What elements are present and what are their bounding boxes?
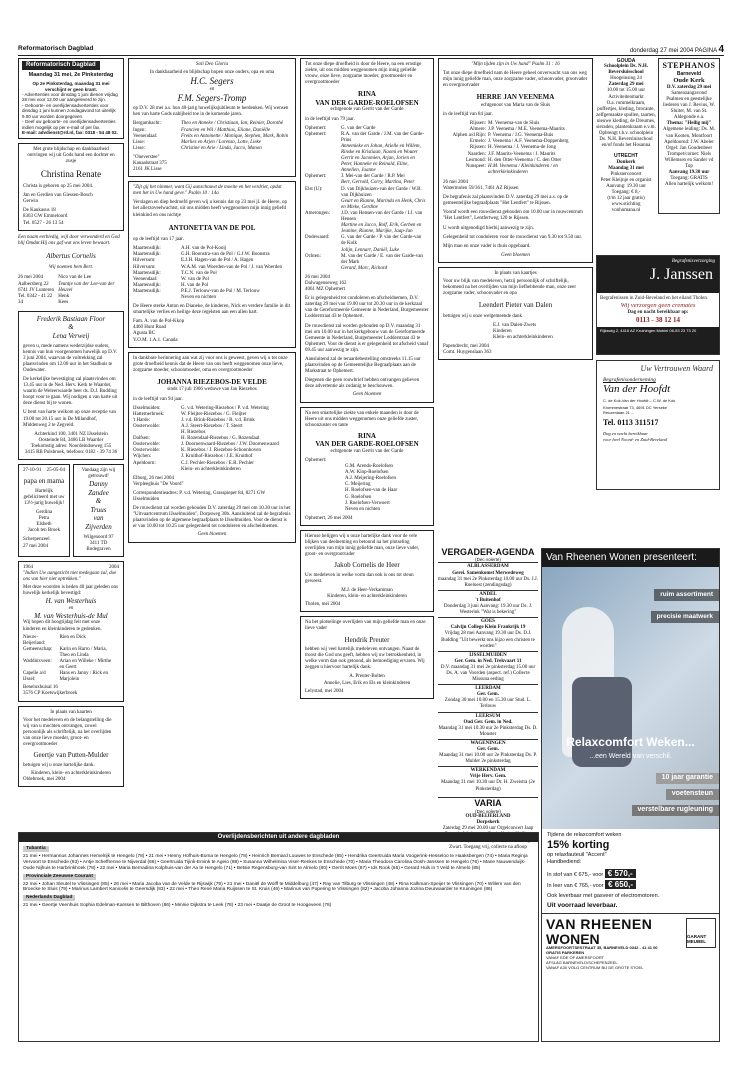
kin-names: Martine en Jacco, Rolf, Erik, Gerben en Jeanine, Rianne, Marijke, Jaap-Jan bbox=[341, 223, 422, 235]
kin-names: Gerrit en Jacomien, Arjan, Jorien en Peter, Hanneke en Reinald, Eline, Annelien, Joanne bbox=[341, 156, 415, 174]
kin-place: Ochten: bbox=[305, 253, 321, 259]
kin-place bbox=[305, 144, 341, 156]
column-3 bbox=[300, 58, 434, 830]
vergader-agenda: VERGADER-AGENDA (Dec volerte) ALBLASSERDAM Gerei. Samenkomst Merwedeweg maandag 31 mei 2e Pinksterdag 10.00 uur Ds. J.J. Roeloest (zendingsdag) ANDEL 't Buitenhof Donderdag 3 juni Aanvang: 19.30 uur Ds. J. Westerink "Wat is bekering" GOES Calvijn College Klein Frankrijk 19 Vrijdag 28 mei Aanvang 19.30 uur Ds. D.J. Budding "Uit bewerkt ons hijzo een christen te worden" IJSSELMUIDEN Ger. Gem. in Ned. Trekvaart 11 D.V. maandag 31 mei 2e pinksterdag 15.00 uur Ds. A. van Voorden (aspect. ref.) Collecte Missuna eeding LEERDAM Ger. Gem. Zondag 30 mei 10.00 en 15.30 uur Stud. L. Terlouw LEERSUM Oud Ger. Gem. in Ned. Maandag 31 mei 10.30 uur 2e Pinksterdag Ds. D. Monster WAGENINGEN Ger. Gem. Maandag 31 mei 10.00 uur 2e Pinksterdag Ds. P. Mulder 2e pinksterdag WERKENDAM Vrije Herv. Gem. Maandag 31 mei 10.30 uur Dr. H. Zweistra (2e Pinksterdag) VARIA (Dec volerte) OUD-BEIJERLAND Dorpskerk Zaterdag 29 mei 20.00 uur Orgelconcert Jaap Zwart. Toegang vrij, collecte na afloop bbox=[438, 547, 538, 850]
gouda-event: GOUDA Schoolplein Ds. N.H. Beversluisschool Hoogeinsing 24 Zaterdag 29 mei 10.00 tot 15.00 uur Activiteitenmarkt O.a. rommelkraam, poffertjes, kleding, brocante, zelfgemaakte spullen, taarten, nieuwe kleding, de Dreumes, sieraden, plantenkraam e.v.m. Opbrengt t.b.v. schoolplein Ds. N.H. Beversluisschool en/of fonds het Hosanna UTRECHT Donkerk Maandag 31 mei Pinksterconcert Peter Kleijnje en organist Aanvang: 19.30 uur Toegang: € 8,- (t/m 12 jaar gratis) www.stichting vonhumana.nl bbox=[596, 58, 656, 214]
page-header bbox=[18, 44, 724, 56]
kin-place: Ophemert: bbox=[305, 125, 327, 131]
agenda-item: LEERSUM Oud Ger. Gem. in Ned. Maandag 31 mei 10.30 uur 2e Pinksterdag Ds. D. Monster bbox=[438, 712, 538, 739]
agenda-item: LEERDAM Ger. Gem. Zondag 30 mei 10.00 en 15.30 uur Stud. L. Terlouw bbox=[438, 684, 538, 711]
birth-albertus: Een naam eerbiedig, wijl door verwonderd en God blij Omdat Hij ons gaf wat ons leven bewaart. Albertus Cornelis Wij noemen hem Bert. 26 mei 2004 Aalbersberg 22 6741 JV Lunteren Tel. 0342 - 41 22 34 Nico van de Lee Teuntje van der Lee-van der Heuvel Henk Kees bbox=[18, 234, 120, 305]
kin-names: Bert, Gerrold, Corry, Martina, Peter bbox=[341, 180, 415, 186]
column-4 bbox=[438, 58, 593, 548]
stephanos-logo: STEPHANOS bbox=[662, 61, 716, 70]
kin-place bbox=[305, 199, 341, 211]
thanks-geertje: In plaats van kaarten Voor het medeleven en de belangstelling die wij van u mochten ontvangen, zowel persoonlijk als schriftelijk, na het overlijden van onze lieve moeder, groot- en overgrootmoeder Geertje van Putten-Mulder betuigen wij u onze hartelijke dank. Kinderen, klein- en achterkleinkinderen Oldebroek, mei 2004 bbox=[18, 706, 124, 787]
death-antonetta: "Zijt gij het nimmer, want Gij aanschouwt de moeite en het verdriet, opdat men het in Uw hand geve." Psalm 10 : 14a Verslagen en diep bedroefd geven wij u kennis dat op 23 mei jl. de Heere, op het allerzoveelwachtst, uit ons midden heeft weggenomen mijn innig geliefd kleinkind en ons nichtje ANTONETTA VAN DE POL op de leeftijd van 17 jaar. Maartensdijk: A.H. van de Pol-Kooij Maartensdijk: G.H. Boonstra-van de Pol / G.J.W. Boonstra Hilversum: E.J.H. Hagen-van de Pol / A. Hagen Hilversum: W.A.M. van Woerden-van de Pol / J. van Woerden Maartensdijk: T.C.N. van de Pol Veenendaal: W. van de Pol Maartensdijk: H. van de Pol Maartensdijk: P.E.J. Terlouw-van de Pol / M. Terlouw Neven en nichten De Heere sterke Anton en Dianeke, de kinderen, Nick en verdere familie in dit smartelijke verlies en heilige deze regelsten aan een allen hart. Fam. A. van de Pol-Kkop 4460 Hunt Road Agusta BC Y.O.M. 1.A.1. Canada bbox=[128, 181, 296, 348]
death-johanna: In dankbare herinnering aan wat zij voor ons is geweest, geven wij u tot onze grote droefheid kennis dat de Heere van ons heeft weggenomen onze lieve, zorgzame moeder, schoonmoeder, oma en overgrootmoeder JOHANNA RIEZEBOS-DE VELDE sinds 17 juli 1966 weduwe van Jan Riezebos in de leeftijd van 94 jaar. IJsselmuiden: G. v.d. Wetering-Riezebos / P. v.d. Wetering Hattemerbroek: W. Fleijter-Riezebos / G. Fleijter 't Harde: J. v.d. Brink-Riezebos / R. v.d. Brink Oosterwolde: A.J. Steert-Riezebos / T. Steert H. Riezebos Dalfsen: H. Rozendaal-Riezebos / G. Rozendaal Oosterwolde: J. Doornenwaard-Riezebos / J.W. Doornenwaard Oosterwolde: K. Riezebos / J. Riezebos-Schoonhoven Wijchen: J. Kruithof-Riezebos / J.E. Kruithof Apeldoorn: C.J. Pechler-Riezebos / E.R. Pechler Klein- en achterkleinkinderen Elburg, 26 mei 2004 Verpleeghuis "De Voord" Correspondentieadres: P. v.d. Wetering, Grasspieper 84, 8271 GW IJsselmuiden De rouwdienst zal worden gehouden D.V. zaterdag 29 mei om 10.30 uur in het "Uitvaartcentrum IJsselmuiden", Dorpsweg 30b. Aansluitend zal de begrafenis plaatsvinden op de algemene begraafplaats te IJsselmuiden. Voor de dienst is er van 10.00 tot 10.25 uur gelegenheid tot condoleren en afscheidnemen. Geen bloemen bbox=[128, 352, 296, 543]
kin-place bbox=[305, 266, 341, 272]
wedding-danny-truus: Vandaag zijn wij getrouwd! Danny Zandee & Truus van Zijverden Wilgenoord 97 3411 TD Bodegraven bbox=[73, 464, 124, 557]
kin-names: Gerard, Marc, Richard bbox=[341, 265, 388, 271]
birth-christina: Met grote blijdschap en dankbaarheid ontvingen wij uit Gods hand een dochter en zusje Christina Renate Christa is geboren op 25 mei 2004. Jan en Gerdien van Giessen-Bosch Gerwin De Kaukasus 18 8303 GW Emmeloord Tel. 0527 - 26 13 54 bbox=[18, 143, 124, 231]
kin-place: Dodewaard: bbox=[305, 235, 330, 241]
anniv-segers: Soli Deo Gloria In dankbaarheid en blijdschap hopen onze ouders, opa en oma H.C. Segers en F.M. Segers-Tromp op D.V. 28 mei a.s. hun 40-jarig huwelijksjubileum te herdenken. Wij wensen hen van harte Gods nabijheid toe in de komende jaren. Bergambacht: Theo en Anneke / Christiaan, Ian, Reinier, Dorothé Ingen: Francien en Wil / Matthias, Eliane, Daniëlle Veenendaal: Freits en Antoinette / Monique, Stephen, Mark, Robin Lisse: Marlies en Arjen / Lorenzo, Lotte, Lieke Lisse: Christine en Arie / Linda, Jacco, Manon "Oneverstee" Kanaalstraat 375 2161 JK Lisse bbox=[128, 58, 296, 177]
kin-place: Ophemert: bbox=[305, 131, 327, 137]
column-2 bbox=[128, 58, 296, 830]
kin-names: G. van der Garde bbox=[341, 125, 376, 131]
column-1 bbox=[18, 58, 124, 830]
kin-names: D. van Dijkhuizen-van der Garde / W.B. van Dijkhuizen bbox=[341, 186, 422, 198]
kin-names: M. van der Garde / E. van der Garde-van der Mark bbox=[341, 253, 423, 265]
kin-names: R.A. van der Garde / J.M. van der Garde-Prins bbox=[341, 131, 425, 143]
anniv-papa-mama: 27-10-91 25-05-04 papa en mama Hartelijk gefeliciteerd met uw 13½-jarig huwelijk! Gerdina Petra Elsbeth Jacob ten Broek Scherpenzeel 27 mei 2004 bbox=[18, 464, 70, 557]
kin-names: Jolijn, Lennart, Daniël, Luke bbox=[341, 247, 400, 253]
kin-names: J. Mei-van der Garde / R.P. Mei bbox=[341, 174, 405, 180]
kin-place bbox=[305, 156, 341, 174]
garant-logo-icon: GARANT MEUBEL bbox=[686, 918, 716, 948]
stephanos-event: STEPHANOS Barneveld Oude Kerk D.V. zaterdag 29 mei Samenzangavond Psalmen en geestelijke liederen van J. Revius, W. Sluiter, M. van St. Aldegonde e.a. Thema: "Heilig mij" Algemene leiding: Ds. M. van Kooten, Montfoort Apeldoornd: J.W. Abeler Orgel: Jan Goudenbeer Trompet/cornet: Niels Willemsen en Sander vd Top Aanvang 19.30 uur Toegang: GRATIS Allen hartelijk welkom! bbox=[658, 58, 720, 214]
agenda-item: ALBLASSERDAM Gerei. Samenkomst Merwedeweg maandag 31 mei 2e Pinksterdag 10.00 uur Ds. J.J. Roeloest (zendingsdag) bbox=[438, 562, 538, 589]
agenda-item: WAGENINGEN Ger. Gem. Maandag 31 mei 10.00 uur 2e Pinksterdag Ds. P. Mulder 2e pinksterdag bbox=[438, 739, 538, 766]
row-wouter-danny bbox=[18, 464, 124, 557]
kin-place bbox=[305, 223, 341, 235]
rd-logo: Reformatorisch Dagblad bbox=[22, 61, 100, 70]
death-herre-jan: "Mijn tijden zijn in Uw hand" Psalm 31 : 16 Tot onze diepe droefheid nam de Heere geheel onverwacht van ons weg mijn innig geliefde man, onze zorgzame vader, schoonvader, grootvader en overgrootvader HERRE JAN VEENEMA echtgenoot van Maria van de Sluis in de leeftijd van 84 jaar. Rijssen: M. Veenema-van de Sluis Almere: J.P. Veenema / M.E. Veenema-Maurits Alphen a/d Rijn: P. Veenema / J.G. Veenema-Buis Ermelo: J. Veenema / A.F. Veenema-Doppenberg Rijssen: H. Veenema / J. Veenema-de Jong Naarden: J.F. Maurits-Veenema / J. Maurits Lesmond: H. den Otter-Veenema / C. den Otter Nunspeet: H.M. Veenema / Kleinkinderen / en achterkleinkinderen 26 mei 2004 Watermolen 59/361, 7461 AZ Rijssen De begrafenis zal plaatsvinden D.V. zaterdag 29 mei a.s. op de gemeentelijke begraafplaats "Het Lentfert" te Rijssen. Vooraf wordt een rouwdienst gehouden om 10.00 uur in rouwcentrum "Het Lentfert", Lentfertweg 120 te Rijssen. U wordt uitgenodigd hierbij aanwezig te zijn. Gelegenheid tot condoleren voor de rouwdienst van 9.30 tot 9.50 uur. Mijn man en onze vader is thuis opgebaard. Geen bloemen bbox=[438, 58, 593, 263]
ad-van-rheenen: Van Rheenen Wonen presenteert: ruim assortiment precisie maatwerk Relaxcomfort Weken... ...een Wereld van verschil. 10 jaar garantie voetensteun verstelbare rugleuning Tijdens de relaxcomfort weken 15% korting op relaxfauteuil "Accent" Handbediend: In stof van € 675,- voor € 570,- In leer van € 765,- voor € 650,- Ook leverbaar met gasveer of electromotoren. Uit voorraad leverbaar. VAN RHEENEN WONEN AMERSFOORTSESTRAAT 35, BARNEVELD 0342 - 41 41 00 GRATIS PARKEREN VANAF EDE OF AMERSFOORT AFSLAG BARNEVELD/SCHEPENZEEL VANAF A30 VOLG CENTRUM BIJ DE GROTE STOEL GARANT MEUBEL bbox=[541, 548, 720, 1042]
thanks-leendert: In plaats van kaartjes Voor uw blijk van medeleven, hetzij persoonlijk of schriftelijk, bekomend na het overlijden van mijn liefhebbende man, onze zeer zorgzame vader, schoonvader en opa Leendert Pieter van Dalen betuigen wij u onze welgemeende dank E.J. van Dalen-Zwets Kinderen Klein- en achterkleinkinderen Papendrecht, mei 2004 Comt. Huygenslaan 363 bbox=[438, 267, 593, 360]
death-rina-2: Na een smartelijke ziekte van enkele maanden is door de Heere uit ons midden weggenomen onze geliefde zuster, schoonzuster en tante RINA VAN DER GARDE-ROELOFSEN echtgenote van Gerrit van der Garde Ophemert: G.M. Arends-Roelofsen A.W. Klop-Roelofsen A.J. Meijering-Roelofsen C. Meijering H. Roelofsen-van de Haar G. Roelofsen J. Roelofsen-Verwoert Neven en nichten Ophemert, 26 mei 2004 bbox=[300, 407, 434, 526]
thanks-hendrik: Na het plotselinge overlijden van mijn geliefde man en onze lieve vader Hendrik Preuter hebben wij veel hartelijk medeleven ontvangen. Naast de troost die God ons geeft, hebben wij uw betrokkenheid, in welke vorm dan ook getoond, als bemoediging ervaren. Wij zeggen u hiervoor hartelijk dank. A. Preuter-Bolten Annelie, Lies, Erik en Els en kleinkinderen Lelystad, mei 2004 bbox=[300, 616, 434, 698]
notice-pinksterdag: Reformatorisch Dagblad Maandag 31 mei, 2e Pinksterdag Op 2e Pinksterdag, maandag 31 mei verschijnt er geen krant. - Advertenties voor dinsdag 1 juni dienen vrijdag 28 mei voor 12.00 uur aangeleverd te zijn. - Geboorte- en overlijdensadvertenties voor dinsdag 1 juni kunnen zondagavond tot uiterlijk 9.00 uur worden doorgegeven. - Geef uw geboorte- en overlijdensadvertenties indien mogelijk op per e-mail of per fax. E-mail: advdienst@rd.nl, fax: 0318 - 54 48 02. bbox=[18, 58, 124, 139]
ad-janssen: Begrafenisverzorging J. Janssen Begrafenissen in Zuid-Beveland en het eiland Tholen. Wij verzorgen geen cremates Dag en nacht bereikbaar op: 0113 - 38 12 14 Rijkswig 2, 4416 AZ Kruiningen Mobiel 06-53 23 73 20 bbox=[596, 255, 720, 355]
thanks-jakob: Hieruse belijgen wij u onze hartelijke dank voor de vele blijken van deelneming en betoond na het plotseling overlijden van mijn innig geliefde man, onze lieve vader, groot- en overgrootvader Jakob Cornelis de Heer Uw medeleven in welke vorm dan ook is ons tot steun geweest. M.J. de Heer-Verkamman Kinderen, klein- en achterkleinkinderen Tholen, mei 2004 bbox=[300, 530, 434, 612]
page-date: donderdag 27 mei 2004 PAGINA 4 bbox=[629, 44, 724, 55]
relax-chair-photo: ruim assortiment precisie maatwerk Relaxcomfort Weken... ...een Wereld van verschil. 10 jaar garantie voetensteun verstelbare rugleuning bbox=[542, 567, 719, 829]
kin-place: Ophemert: bbox=[305, 174, 327, 180]
agenda-item: IJSSELMUIDEN Ger. Gem. in Ned. Trekvaart 11 D.V. maandag 31 mei 2e pinksterdag 15.00 uur Ds. A. van Voorden (aspect. ref.) Collecte Missuna eeding bbox=[438, 651, 538, 684]
agenda-item: WERKENDAM Vrije Herv. Gem. Maandag 31 mei 10.30 uur Dr. H. Zweistra (2e Pinksterdag) bbox=[438, 766, 538, 793]
kin-place: Elst (U): bbox=[305, 186, 323, 192]
agenda-item: ANDEL 't Buitenhof Donderdag 3 juni Aanvang: 19.30 uur Ds. J. Westerink "Wat is bekering" bbox=[438, 590, 538, 617]
kin-names: Annemieke en Johan, Arielle en Willem, Rinske en Kristiaan, Naomi en Wouter bbox=[341, 143, 421, 155]
death-rina-1: Tot onze diepe droefheid is door de Heere, na een ernstige ziekte, uit ons midden weggenomen mijn innig geliefde vrouw, onze lieve, zorgzame moeder, grootmoeder en overgrootmoeder RINA VAN DER GARDE-ROELOFSEN echtgenote van Gerrit van der Garde in de leeftijd van 79 jaar. Ophemert: G. van der Garde Ophemert: R.A. van der Garde / J.M. van der Garde-Prins Annemieke en Johan, Arielle en Willem, Rinske en Kristiaan, Naomi en Wouter Gerrit en Jacomien, Arjan, Jorien en Peter, Hanneke en Reinald, Eline, Annelien, Joanne Ophemert: J. Mei-van der Garde / R.P. Mei Bert, Gerrold, Corry, Martina, Peter Elst (U): D. van Dijkhuizen-van der Garde / W.B. van Dijkhuizen Geurt en Rianne, Marinda en Henk, Chris en Mieke, Gerdine Amerongen: J.D. van Hensen-van der Garde / I.J. van Hensen Martine en Jacco, Rolf, Erik, Gerben en Jeanine, Rianne, Marijke, Jaap-Jan Dodewaard: G. van der Garde / P. van der Garde-van de Kolk Jolijn, Lennart, Daniël, Luke Ochten: M. van der Garde / E. van der Garde-van der Mark Gerard, Marc, Richard 26 mei 2004 Dalwagenseweg 162 4061 MZ Ophemert Er is gelegenheid tot condoleren en afscheidnemen, D.V. zaterdag 29 mei van 19.00 uur tot 20.30 uur in de kerkzaal van de Gereformeerde Gemeente in Nederland, Burgemeester Lodderstraat 43 te Ophemert. De rouwdienst zal worden gehouden op D.V. maandag 31 mei om 10.00 uur in het kerkgebouw van de Gereformeerde Gemeente in Nederland, Burgemeester Lodderstraat 43 te Ophemert. Voor de dienst is er gelegenheid tot afscheid vanaf 09.45 uur aanwezig te zijn. Aansluitend zal de teraardebestelling omstreeks 11.15 uur plaatsvinden op de Gemeentelijke Begraafplaats aan de Markstraat te Ophemert. Diegenen die geen rouwbrief hebben ontvangen gelieven deze advertentie als zodanig te beschouwen. Geen bloemen bbox=[300, 58, 434, 403]
wedding-frederik: Frederik Bastiaan Floor & Lena Verweij geven u, mede namens wederzijdse ouders, kennis van hun voorgenomen huwelijk op D.V. 3 juni 2004, waarvan de voltrekking zal plaatsvinden om 12.00 uur in het Stadhuis te Oudewater. De kerkelijke bevestiging zal plaatsvinden om 13.45 uur in de Ned. Herv. Kerk te Waarder, waarin de Weleerwaarde heer ds. D.J. Budding hoopt voor te gaan. Wij nodigen u van harte uit deze dienst bij te wonen. U bent van harte welkom op onze receptie van 19.00 tot 20.15 uur in De Milandhof, Middenweg 2 te Zegveld. Achterkind 100, 3401 NZ IJsselstein Oosteinde 84, 3466 LB Waarder Toekomstig adres: Noordeindseweg 155 3415 RB Polsbroek, telefoon: 0182 - 39 74 36 bbox=[18, 311, 124, 460]
paper-name: Reformatorisch Dagblad bbox=[18, 45, 94, 52]
anniv-westerhuis: 1964 2004 "Indien Uw aangezicht niet medegaan zal, doe ons van hier niet optrekken." Met deze woorden is heden 40 jaar geleden ons huwelijk kerkelijk bevestigd: H. van Westerhuis en M. van Westerhuis-de Mul Wij hopen dit hoogtijdag feit met onze kinderen en kleinkinderen te gedenken. Nieuw-Beijerland: Rien en Dick Gemeenschap: Karin en Harro / Maria, Theo en Linda Waddinxveen: Arian en Willeke / Mirthe en Geert Capelle a/d IJssel: Hans en Janny / Rick en Marjolein Beneluxhuisal 16 3576 CP Koetswijkerbroek bbox=[18, 561, 124, 702]
agenda-item: GOES Calvijn College Klein Frankrijk 19 Vrijdag 28 mei Aanvang 19.30 uur Ds. D.J. Budding "Uit bewerkt ons hijzo een christen te worden" bbox=[438, 617, 538, 650]
kin-place: Amerongen: bbox=[305, 210, 330, 216]
kin-names: Geurt en Rianne, Marinda en Henk, Chris en Mieke, Gerdine bbox=[341, 198, 426, 210]
obituaries-strip: Overlijdensberichten uit andere dagbladen Tubantia 21 mei • Hermannus Johannes Hemelrijk te Hengelo (78) • 21 mei • Henny Hofhuis-Boma te Hengelo (78) • Heinrich Bernard Louwes te Enschede (65) • Hendrika Geertruida Maria Voogerink-Hesseloo te Haaksbergen (74) • Maria Reginja Vervoort te Enschede (93) • Antje Scheffrenne te Nijverdal (66) • Geertruida Tijink-Emink te Ageio (88) • Susanna Wilhelmina Viser-Renkes te Enschede (70) • Maria Theodora Carolina Oosh-Janssen te Hengelo (76) • Marie Nauwenduijk-Oude Nijhuis te Harbrinkhoek (78) • 22 mei • Maria Bernadina Kolphuis-van der Aa te Hengelo (71) • Betsie Regensburg-van Sint te Almelo (80) • Gerrit Moes (87) • Ids Rook (65) • Gerard Huls in 't Veld te Almelo (85) Provinciale Zeeuwse Courant 22 mei • Johan Sleutel te Vlissingen (85) • 26 mei • Maria Jacoba van de Velde te Rijswijk (79) • 21 mei • Daniël de Wolff te Middelburg (47) • Ray van Tilburg te Vlissingen (48) • Rina Kalkman-Speijer te Vlissingen (70) • Willem van den Broecke te Sluis (79) • Marinus Lambert Kanicelis te Geersdijk (83) • 22 mei • Theo René Maria Ruijssen te St. Kruis (46) • Marinus van Popering te Vlissingen (82) • Jacoba Johanna Jozina Deurwaarder te Kruiningen (86) Nederlands Dagblad 21 mei • Geertje Veenhuis Sophia Edelman-Karssen te Bilthoven (86) • Minnie Dijkstra te Leek (78) • 23 mei • Daatje de Groot te Hoogeveen (78) bbox=[18, 832, 539, 1042]
ad-van-der-hoofdt: Uw Vertrouwen Waard Begrafenisonderneming Van der Hoofdt C. de Kok-Van der Hoofdt – C.W. de Kok Krommestraat 73, 4691 DC Yerseke Reuzenlaan 21 ... Tel. 0113 311517 Dag en nacht bereikbaar voor heel Noord- en Zuid-Beveland bbox=[596, 360, 720, 490]
kin-names: J.D. van Hensen-van der Garde / I.J. van Hensen bbox=[341, 210, 423, 223]
kin-names: G. van der Garde / P. van der Garde-van de Kolk bbox=[341, 235, 422, 247]
